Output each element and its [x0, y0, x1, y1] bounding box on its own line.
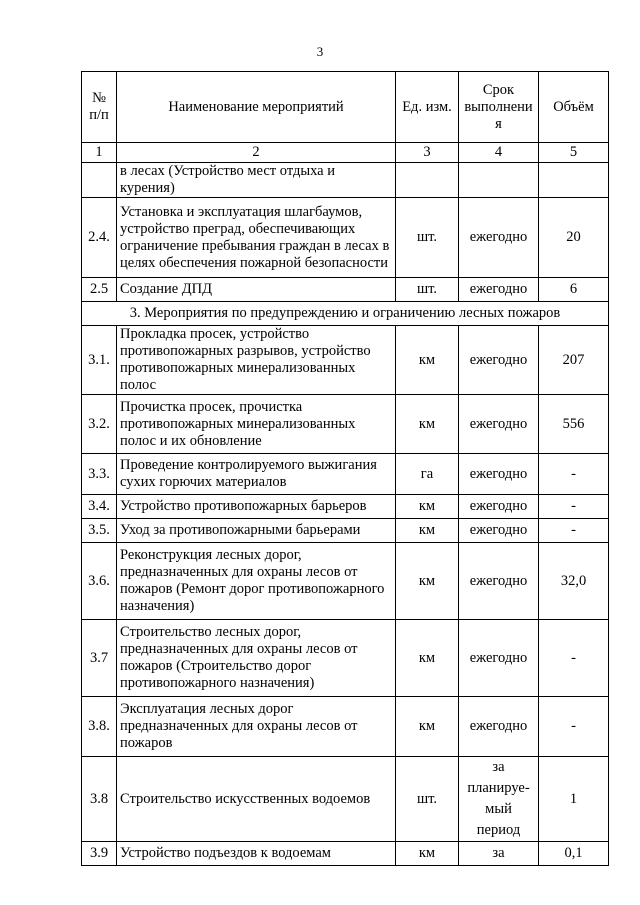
row-unit	[396, 163, 459, 198]
table-row	[82, 163, 609, 198]
row-volume: 207	[539, 326, 609, 395]
row-term: ежегодно	[459, 198, 539, 278]
row-num: 3.8	[82, 757, 117, 842]
row-term: ежегодно	[459, 697, 539, 757]
row-num: 2.4.	[82, 198, 117, 278]
column-number: 2	[117, 143, 396, 163]
row-term: ежегодно	[459, 495, 539, 519]
row-num: 2.5	[82, 278, 117, 302]
row-volume: 6	[539, 278, 609, 302]
row-volume: -	[539, 495, 609, 519]
row-volume: 0,1	[539, 842, 609, 866]
row-term: ежегодно	[459, 395, 539, 454]
row-num: 3.8.	[82, 697, 117, 757]
measures-table	[81, 71, 609, 866]
table-header-row	[82, 72, 609, 143]
row-name: Создание ДПД	[117, 278, 396, 302]
row-name: Прочистка просек, прочистка противопожарных минерализованных полос и их обновление	[117, 395, 396, 454]
table-row	[82, 620, 609, 697]
row-term: за планируе-мый период	[459, 757, 539, 842]
column-numbers-row	[82, 143, 609, 163]
row-name: Строительство лесных дорог, предназначенных для охраны лесов от пожаров (Строительство дорог противопожарного назначения)	[117, 620, 396, 697]
row-num: 3.6.	[82, 543, 117, 620]
row-unit: км	[396, 519, 459, 543]
row-volume: -	[539, 519, 609, 543]
column-number: 4	[459, 143, 539, 163]
row-volume: 20	[539, 198, 609, 278]
row-num: 3.3.	[82, 454, 117, 495]
header-name: Наименование мероприятий	[117, 72, 396, 143]
row-num	[82, 163, 117, 198]
page-number: 3	[316, 44, 324, 59]
row-unit: км	[396, 495, 459, 519]
column-number: 1	[82, 143, 117, 163]
row-unit: км	[396, 543, 459, 620]
table-row	[82, 278, 609, 302]
section-heading-row	[82, 302, 609, 326]
row-volume: 32,0	[539, 543, 609, 620]
row-num: 3.1.	[82, 326, 117, 395]
row-num: 3.9	[82, 842, 117, 866]
row-unit: км	[396, 697, 459, 757]
row-num: 3.4.	[82, 495, 117, 519]
row-volume: -	[539, 620, 609, 697]
row-volume: -	[539, 697, 609, 757]
row-unit: шт.	[396, 757, 459, 842]
row-unit: км	[396, 326, 459, 395]
table-row	[82, 757, 609, 842]
row-term: ежегодно	[459, 326, 539, 395]
row-name: Устройство подъездов к водоемам	[117, 842, 396, 866]
header-volume: Объём	[539, 72, 609, 143]
table-row	[82, 326, 609, 395]
row-volume	[539, 163, 609, 198]
row-unit: га	[396, 454, 459, 495]
section-title: 3. Мероприятия по предупреждению и ограничению лесных пожаров	[82, 302, 609, 326]
column-number: 5	[539, 143, 609, 163]
row-unit: шт.	[396, 198, 459, 278]
row-unit: км	[396, 842, 459, 866]
row-name: Устройство противопожарных барьеров	[117, 495, 396, 519]
header-unit: Ед. изм.	[396, 72, 459, 143]
row-term: ежегодно	[459, 454, 539, 495]
table-row	[82, 198, 609, 278]
table-row	[82, 842, 609, 866]
row-term: ежегодно	[459, 519, 539, 543]
row-name: в лесах (Устройство мест отдыха и курения)	[117, 163, 396, 198]
header-term: Срок выполнени я	[459, 72, 539, 143]
row-term: за	[459, 842, 539, 866]
row-volume: -	[539, 454, 609, 495]
row-term	[459, 163, 539, 198]
row-name: Уход за противопожарными барьерами	[117, 519, 396, 543]
row-term: ежегодно	[459, 278, 539, 302]
row-num: 3.7	[82, 620, 117, 697]
table-row	[82, 395, 609, 454]
column-number: 3	[396, 143, 459, 163]
row-unit: шт.	[396, 278, 459, 302]
row-num: 3.2.	[82, 395, 117, 454]
row-name: Проведение контролируемого выжигания сухих горючих материалов	[117, 454, 396, 495]
row-unit: км	[396, 395, 459, 454]
table-row	[82, 543, 609, 620]
row-volume: 556	[539, 395, 609, 454]
row-term: ежегодно	[459, 543, 539, 620]
row-num: 3.5.	[82, 519, 117, 543]
table-row	[82, 454, 609, 495]
row-name: Эксплуатация лесных дорог предназначенных для охраны лесов от пожаров	[117, 697, 396, 757]
table-row	[82, 697, 609, 757]
header-num: № п/п	[82, 72, 117, 143]
row-volume: 1	[539, 757, 609, 842]
row-name: Строительство искусственных водоемов	[117, 757, 396, 842]
row-name: Установка и эксплуатация шлагбаумов, устройство преград, обеспечивающих ограничение пребывания граждан в лесах в целях обеспечения пожарной безопасности	[117, 198, 396, 278]
table-row	[82, 495, 609, 519]
row-unit: км	[396, 620, 459, 697]
row-name: Реконструкция лесных дорог, предназначенных для охраны лесов от пожаров (Ремонт дорог противопожарного назначения)	[117, 543, 396, 620]
table-row	[82, 519, 609, 543]
row-name: Прокладка просек, устройство противопожарных разрывов, устройство противопожарных минерализованных полос	[117, 326, 396, 395]
row-term: ежегодно	[459, 620, 539, 697]
